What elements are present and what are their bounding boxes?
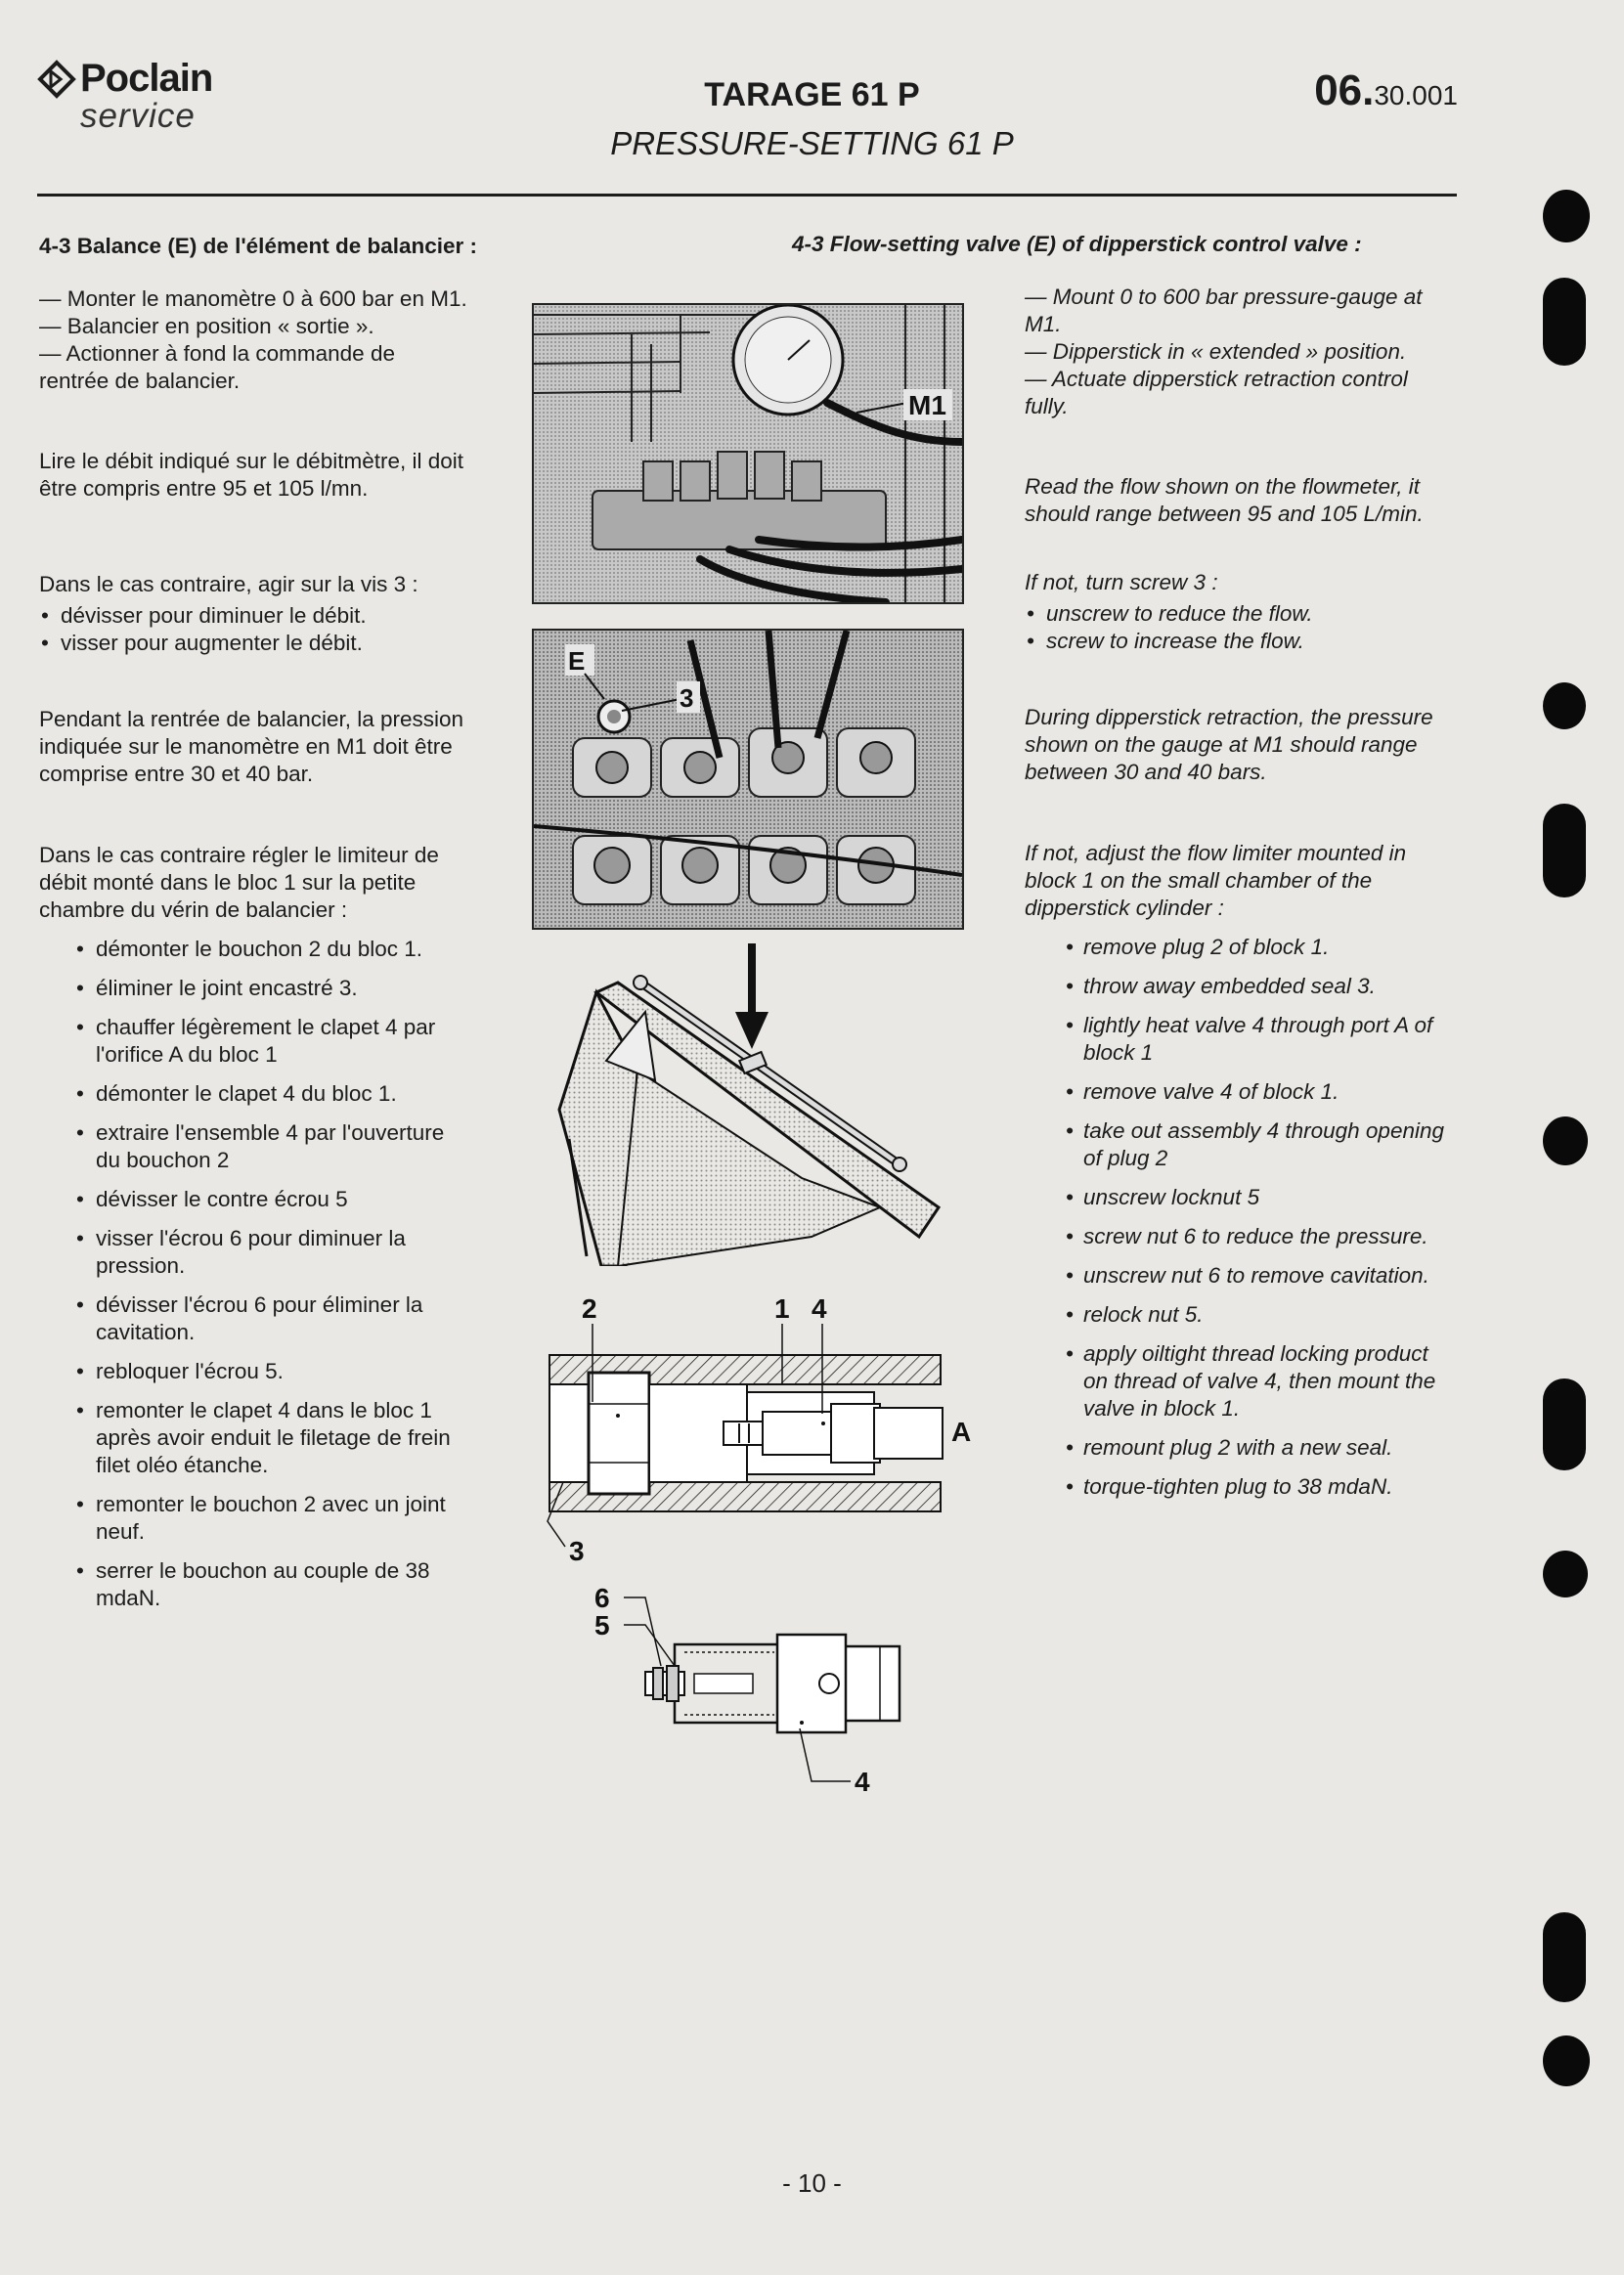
brand-name: Poclain — [80, 57, 213, 100]
list-item: • visser l'écrou 6 pour diminuer la pression. — [39, 1225, 469, 1280]
document-number: 06.30.001 — [1314, 66, 1458, 114]
list-item: • dévisser l'écrou 6 pour éliminer la cavitation. — [39, 1291, 469, 1346]
list-item: • extraire l'ensemble 4 par l'ouverture du bouchon 2 — [39, 1119, 469, 1174]
photo-label-e: E — [568, 646, 586, 676]
list-item: • serrer le bouchon au couple de 38 mdaN. — [39, 1557, 469, 1612]
list-item: • unscrew to reduce the flow. — [1025, 600, 1455, 628]
list-item: • dévisser le contre écrou 5 — [39, 1186, 469, 1213]
binder-hole — [1543, 1551, 1588, 1597]
french-column — [39, 233, 478, 1612]
list-item: • visser pour augmenter le débit. — [39, 630, 469, 657]
list-item: • remove plug 2 of block 1. — [1025, 934, 1455, 961]
english-column — [792, 231, 1455, 1501]
binder-hole — [1543, 2035, 1590, 2086]
binder-hole — [1543, 1912, 1586, 2002]
paragraph: If not, turn screw 3 : — [1025, 570, 1218, 594]
list-item: • throw away embedded seal 3. — [1025, 973, 1455, 1000]
instruction-line: — Mount 0 to 600 bar pressure-gauge at M1. — [1025, 284, 1423, 336]
paragraph: Dans le cas contraire régler le limiteur de débit monté dans le bloc 1 sur la petite chambre du vérin de balancier : — [39, 843, 439, 922]
paragraph: Pendant la rentrée de balancier, la pression indiquée sur le manomètre en M1 doit être comprise entre 30 et 40 bar. — [39, 707, 464, 786]
section-label-1: 1 — [774, 1293, 790, 1324]
instruction-line: — Balancier en position « sortie ». — [39, 314, 374, 338]
paragraph: If not, adjust the flow limiter mounted in block 1 on the small chamber of the dipperstick cylinder : — [1025, 841, 1407, 920]
list-item: • screw nut 6 to reduce the pressure. — [1025, 1223, 1455, 1250]
binder-hole — [1543, 190, 1590, 242]
brand-subtitle: service — [80, 97, 196, 135]
instruction-line: — Actuate dipperstick retraction control fully. — [1025, 367, 1408, 418]
list-item: • remount plug 2 with a new seal. — [1025, 1434, 1455, 1462]
instruction-line: — Actionner à fond la commande de rentrée de balancier. — [39, 341, 395, 393]
binder-hole — [1543, 682, 1586, 729]
arrow-down-icon — [735, 943, 768, 1049]
binder-hole — [1543, 1116, 1588, 1165]
block-section-drawing — [518, 1287, 978, 1570]
dipperstick-drawing — [548, 943, 958, 1266]
instruction-line: — Dipperstick in « extended » position. — [1025, 339, 1407, 364]
detail-label-5: 5 — [594, 1610, 610, 1641]
page-title-fr: TARAGE 61 P — [704, 76, 920, 113]
list-item: • démonter le bouchon 2 du bloc 1. — [39, 936, 469, 963]
section-label-2: 2 — [582, 1293, 597, 1324]
binder-hole — [1543, 278, 1586, 366]
list-item: • unscrew nut 6 to remove cavitation. — [1025, 1262, 1455, 1290]
paragraph: Read the flow shown on the flowmeter, it should range between 95 and 105 L/min. — [1025, 474, 1424, 526]
detail-label-6: 6 — [594, 1583, 610, 1613]
list-item: • remonter le bouchon 2 avec un joint neuf. — [39, 1491, 469, 1546]
section-heading-en: 4-3 Flow-setting valve (E) of dipperstick control valve : — [792, 232, 1362, 256]
photo-pressure-gauge — [532, 303, 964, 604]
list-item: • dévisser pour diminuer le débit. — [39, 602, 469, 630]
section-label-a: A — [951, 1417, 972, 1447]
section-label-4: 4 — [812, 1293, 827, 1324]
page-title-en: PRESSURE-SETTING 61 P — [610, 125, 1014, 161]
paragraph: Lire le débit indiqué sur le débitmètre, il doit être compris entre 95 et 105 l/mn. — [39, 449, 463, 501]
photo-screw-adjustment — [532, 629, 964, 930]
list-item: • take out assembly 4 through opening of plug 2 — [1025, 1117, 1455, 1172]
page-number: - 10 - — [782, 2168, 842, 2198]
paragraph: During dipperstick retraction, the pressure shown on the gauge at M1 should range between 30 and 40 bars. — [1025, 705, 1433, 784]
section-heading-fr: 4-3 Balance (E) de l'élément de balancier : — [39, 234, 478, 258]
instruction-line: — Monter le manomètre 0 à 600 bar en M1. — [39, 286, 467, 311]
list-item: • remonter le clapet 4 dans le bloc 1 après avoir enduit le filetage de frein filet oléo étanche. — [39, 1397, 469, 1479]
list-item: • démonter le clapet 4 du bloc 1. — [39, 1080, 469, 1108]
header-rule — [37, 194, 1457, 197]
photo-label-m1: M1 — [908, 390, 946, 420]
list-item: • lightly heat valve 4 through port A of block 1 — [1025, 1012, 1455, 1067]
binder-hole — [1543, 804, 1586, 897]
list-item: • screw to increase the flow. — [1025, 628, 1455, 655]
valve-detail-drawing — [587, 1576, 919, 1801]
list-item: • relock nut 5. — [1025, 1301, 1455, 1329]
photo-label-3: 3 — [680, 683, 694, 713]
detail-label-4: 4 — [855, 1767, 870, 1797]
list-item: • éliminer le joint encastré 3. — [39, 975, 469, 1002]
list-item: • chauffer légèrement le clapet 4 par l'orifice A du bloc 1 — [39, 1014, 469, 1069]
list-item: • torque-tighten plug to 38 mdaN. — [1025, 1473, 1455, 1501]
paragraph: Dans le cas contraire, agir sur la vis 3 : — [39, 572, 418, 596]
section-label-3: 3 — [569, 1536, 585, 1566]
list-item: • remove valve 4 of block 1. — [1025, 1078, 1455, 1106]
list-item: • unscrew locknut 5 — [1025, 1184, 1455, 1211]
list-item: • apply oiltight thread locking product on thread of valve 4, then mount the valve in block 1. — [1025, 1340, 1455, 1422]
binder-hole — [1543, 1378, 1586, 1470]
list-item: • rebloquer l'écrou 5. — [39, 1358, 469, 1385]
